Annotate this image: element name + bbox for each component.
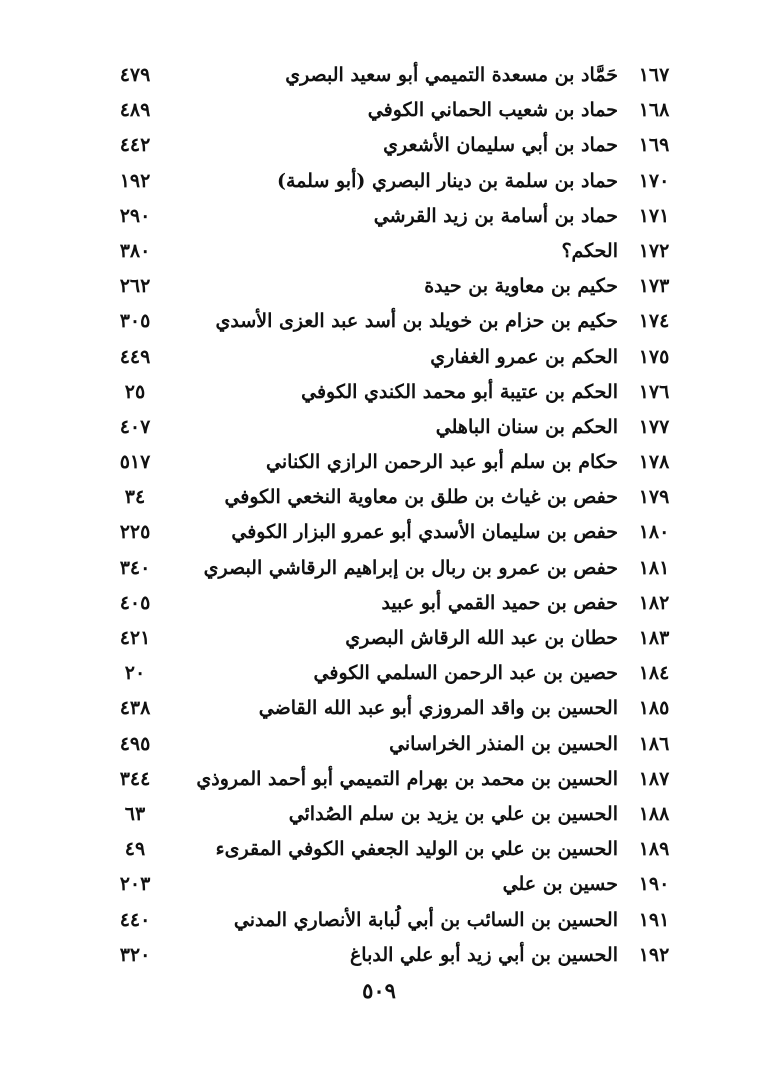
entry-page-ref: ٤٨٩ <box>119 99 151 122</box>
entry-number: ١٨٧ <box>638 767 670 790</box>
entry-name: حطان بن عبد الله الرقاش البصري <box>345 627 618 649</box>
entry-number: ١٨١ <box>638 556 670 579</box>
index-entry <box>100 445 682 480</box>
entry-page-ref: ٤٤٢ <box>119 134 151 157</box>
entry-number: ١٨٢ <box>638 591 670 614</box>
index-entry <box>100 762 682 797</box>
entry-page-ref: ٣٨٠ <box>119 239 151 262</box>
entry-page-ref: ٤٣٨ <box>119 697 151 720</box>
index-entry <box>100 304 682 339</box>
entry-number: ١٨٣ <box>638 627 670 649</box>
entry-page-ref: ٤٤٩ <box>119 345 151 368</box>
index-entry <box>100 269 682 304</box>
entry-page-ref: ٢٢٥ <box>119 521 151 544</box>
index-entry <box>100 938 682 973</box>
entry-number: ١٧٣ <box>638 275 670 298</box>
entry-name: الحكم بن سنان الباهلي <box>435 415 618 438</box>
entry-number: ١٧٢ <box>638 239 670 262</box>
entry-page-ref: ٤٠٥ <box>119 591 151 614</box>
index-entry <box>100 832 682 867</box>
entry-number: ١٨٠ <box>638 521 670 544</box>
entry-page-ref: ٢٠ <box>124 662 146 685</box>
entry-page-ref: ٦٣ <box>124 802 146 825</box>
entry-name: حماد بن أسامة بن زيد القرشي <box>373 204 618 227</box>
entry-name: الحسين بن علي بن يزيد بن سلم الصُدائي <box>288 802 618 825</box>
entry-name: حماد بن شعيب الحماني الكوفي <box>367 99 618 122</box>
entry-page-ref: ٣٤٠ <box>119 556 151 579</box>
index-entry <box>100 586 682 621</box>
entry-name: الحسين بن أبي زيد أبو علي الدباغ <box>349 943 618 966</box>
entry-name: الحكم؟ <box>561 239 618 262</box>
entry-page-ref: ٢٩٠ <box>119 204 151 227</box>
index-entry <box>100 867 682 902</box>
names-index-list <box>100 58 682 973</box>
index-entry <box>100 551 682 586</box>
entry-number: ١٨٩ <box>638 838 670 861</box>
entry-number: ١٧١ <box>638 204 670 227</box>
index-entry <box>100 375 682 410</box>
entry-page-ref: ٤٢١ <box>119 627 151 649</box>
entry-number: ١٧٧ <box>638 415 670 438</box>
index-entry <box>100 621 682 656</box>
entry-number: ١٦٧ <box>638 64 670 86</box>
entry-name: الحسين بن السائب بن أبي لُبابة الأنصاري المدني <box>233 908 618 931</box>
entry-name: حكيم بن حزام بن خويلد بن أسد عبد العزى الأسدي <box>215 310 618 333</box>
index-entry <box>100 691 682 726</box>
entry-number: ١٨٦ <box>638 732 670 755</box>
entry-name: الحسين بن محمد بن بهرام التميمي أبو أحمد المروذي <box>196 767 618 790</box>
entry-number: ١٧٨ <box>638 451 670 474</box>
entry-page-ref: ٣٢٠ <box>119 943 151 966</box>
entry-name: حماد بن سلمة بن دينار البصري (أبو سلمة) <box>277 169 618 192</box>
entry-page-ref: ٤٧٩ <box>119 64 151 86</box>
index-entry <box>100 656 682 691</box>
entry-page-ref: ٤٩ <box>124 838 146 861</box>
entry-number: ١٨٤ <box>638 662 670 685</box>
entry-number: ١٩٢ <box>638 943 670 966</box>
entry-name: الحسين بن واقد المروزي أبو عبد الله القاضي <box>258 697 618 720</box>
index-entry <box>100 480 682 515</box>
entry-number: ١٦٨ <box>638 99 670 122</box>
entry-number: ١٨٨ <box>638 802 670 825</box>
entry-page-ref: ٣٤ <box>124 486 146 509</box>
index-entry <box>100 410 682 445</box>
entry-number: ١٦٩ <box>638 134 670 157</box>
entry-page-ref: ٤٩٥ <box>119 732 151 755</box>
entry-page-ref: ٢٦٢ <box>119 275 151 298</box>
entry-name: الحكم بن عتيبة أبو محمد الكندي الكوفي <box>301 380 618 403</box>
index-entry <box>100 515 682 550</box>
entry-number: ١٩١ <box>638 908 670 931</box>
entry-name: الحسين بن علي بن الوليد الجعفي الكوفي المقرىء <box>215 838 618 861</box>
index-entry <box>100 199 682 234</box>
index-entry <box>100 164 682 199</box>
entry-name: حصين بن عبد الرحمن السلمي الكوفي <box>313 662 618 685</box>
index-entry <box>100 234 682 269</box>
entry-number: ١٨٥ <box>638 697 670 720</box>
entry-number: ١٩٠ <box>638 873 670 896</box>
entry-page-ref: ٥١٧ <box>119 451 151 474</box>
entry-page-ref: ٤٠٧ <box>119 415 151 438</box>
index-entry <box>100 128 682 163</box>
entry-name: حسين بن علي <box>502 873 618 896</box>
entry-page-ref: ٢٠٣ <box>119 873 151 896</box>
entry-number: ١٧٠ <box>638 169 670 192</box>
index-entry <box>100 58 682 93</box>
entry-page-ref: ٤٤٠ <box>119 908 151 931</box>
entry-name: حكام بن سلم أبو عبد الرحمن الرازي الكناني <box>266 451 618 474</box>
page-number: ٥٠٩ <box>362 978 396 1003</box>
index-entry <box>100 93 682 128</box>
entry-name: حَمَّاد بن مسعدة التميمي أبو سعيد البصري <box>285 64 618 86</box>
index-entry <box>100 340 682 375</box>
index-entry <box>100 797 682 832</box>
index-entry <box>100 903 682 938</box>
entry-name: حفص بن عمرو بن ربال بن إبراهيم الرقاشي البصري <box>203 556 618 579</box>
entry-name: حفص بن حميد القمي أبو عبيد <box>381 591 618 614</box>
entry-name: حماد بن أبي سليمان الأشعري <box>383 134 618 157</box>
entry-name: حفص بن سليمان الأسدي أبو عمرو البزار الكوفي <box>231 521 618 544</box>
entry-name: الحسين بن المنذر الخراساني <box>389 732 618 755</box>
entry-number: ١٧٩ <box>638 486 670 509</box>
entry-name: حكيم بن معاوية بن حيدة <box>424 275 618 298</box>
entry-number: ١٧٦ <box>638 380 670 403</box>
index-entry <box>100 727 682 762</box>
entry-number: ١٧٤ <box>638 310 670 333</box>
entry-page-ref: ٢٥ <box>124 380 146 403</box>
entry-name: حفص بن غياث بن طلق بن معاوية النخعي الكوفي <box>224 486 618 509</box>
entry-page-ref: ١٩٢ <box>119 169 151 192</box>
entry-page-ref: ٣٤٤ <box>119 767 151 790</box>
entry-number: ١٧٥ <box>638 345 670 368</box>
entry-name: الحكم بن عمرو الغفاري <box>430 345 618 368</box>
entry-page-ref: ٣٠٥ <box>119 310 151 333</box>
